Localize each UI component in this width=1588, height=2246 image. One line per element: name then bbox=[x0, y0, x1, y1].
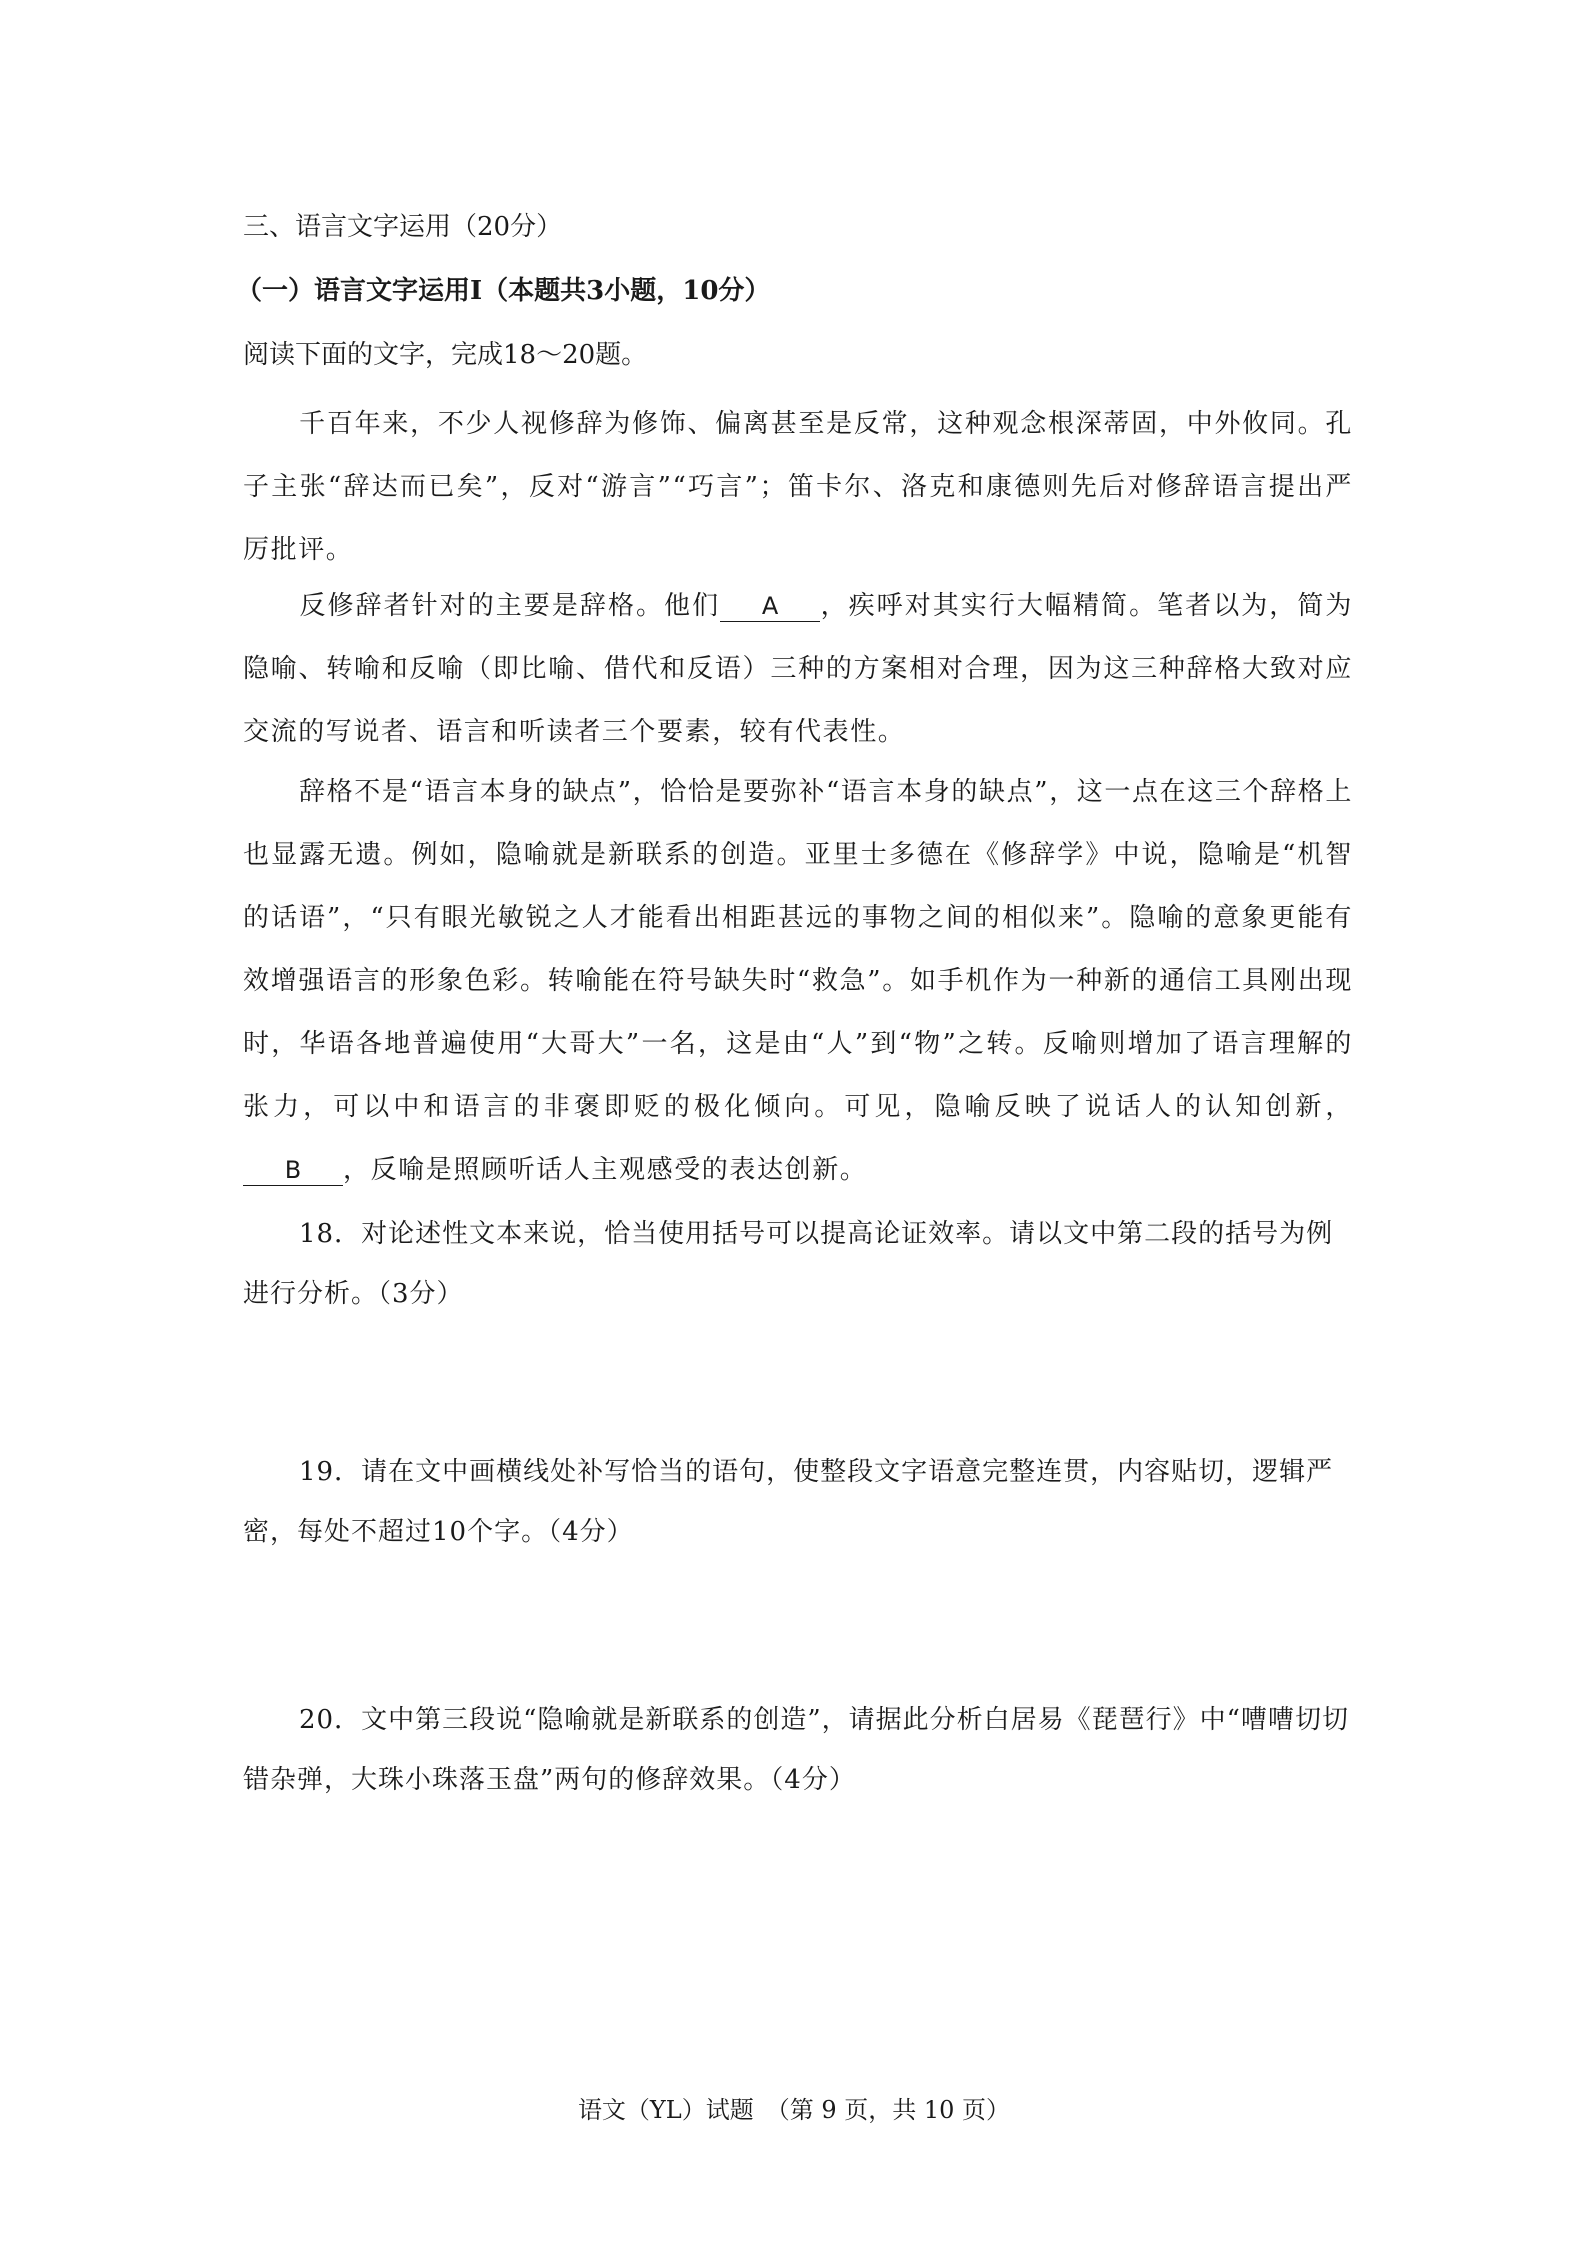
passage-paragraph-3-text-after: ，反喻是照顾听话人主观感受的表达创新。 bbox=[343, 1155, 868, 1185]
passage-paragraph-1 bbox=[243, 393, 1353, 582]
passage-paragraph-3 bbox=[243, 761, 1353, 1202]
question-20 bbox=[243, 1690, 1353, 1810]
question-18 bbox=[243, 1204, 1353, 1324]
passage-paragraph-3-text-before: 辞格不是“语言本身的缺点”，恰恰是要弥补“语言本身的缺点”，这一点在这三个辞格上也显露无遗。例如，隐喻就是新联系的创造。亚里士多德在《修辞学》中说，隐喻是“机智的话语”，“只有眼光敏锐之人才能看出相距甚远的事物之间的相似来”。隐喻的意象更能有效增强语言的形象色彩。转喻能在符号缺失时“救急”。如手机作为一种新的通信工具刚出现时，华语各地普遍使用“大哥大”一名，这是由“人”到“物”之转。反喻则增加了语言理解的张力，可以中和语言的非褒即贬的极化倾向。可见，隐喻反映了说话人的认知创新， bbox=[243, 777, 1353, 1122]
passage-paragraph-1-text: 千百年来，不少人视修辞为修饰、偏离甚至是反常，这种观念根深蒂固，中外攸同。孔子主张“辞达而已矣”，反对“游言”“巧言”；笛卡尔、洛克和康德则先后对修辞语言提出严厉批评。 bbox=[243, 409, 1353, 565]
page-footer: 语文（YL）试题 （第 9 页，共 10 页） bbox=[577, 2096, 1011, 2124]
question-18-text: 18．对论述性文本来说，恰当使用括号可以提高论证效率。请以文中第二段的括号为例进行分析。（3分） bbox=[243, 1219, 1334, 1309]
section-title: 三、语言文字运用（20分） bbox=[243, 212, 563, 242]
passage-paragraph-2-text-after: ，疾呼对其实行大幅精简。笔者以为，简为隐喻、转喻和反喻（即比喻、借代和反语）三种的方案相对合理，因为这三种辞格大致对应交流的写说者、语言和听读者三个要素，较有代表性。 bbox=[243, 591, 1353, 747]
question-19-text: 19．请在文中画横线处补写恰当的语句，使整段文字语意完整连贯，内容贴切，逻辑严密，每处不超过10个字。（4分） bbox=[243, 1457, 1334, 1547]
passage-paragraph-2-text-before: 反修辞者针对的主要是辞格。他们 bbox=[299, 591, 721, 621]
blank-a: A bbox=[720, 591, 820, 622]
passage-paragraph-2 bbox=[243, 575, 1353, 764]
question-19 bbox=[243, 1442, 1353, 1562]
reading-instruction: 阅读下面的文字，完成18～20题。 bbox=[243, 340, 648, 370]
blank-b: B bbox=[243, 1155, 343, 1186]
question-20-text: 20．文中第三段说“隐喻就是新联系的创造”，请据此分析白居易《琵琶行》中“嘈嘈切切错杂弹，大珠小珠落玉盘”两句的修辞效果。（4分） bbox=[243, 1705, 1349, 1795]
subsection-title: （一）语言文字运用Ⅰ（本题共3小题，10分） bbox=[236, 276, 771, 306]
